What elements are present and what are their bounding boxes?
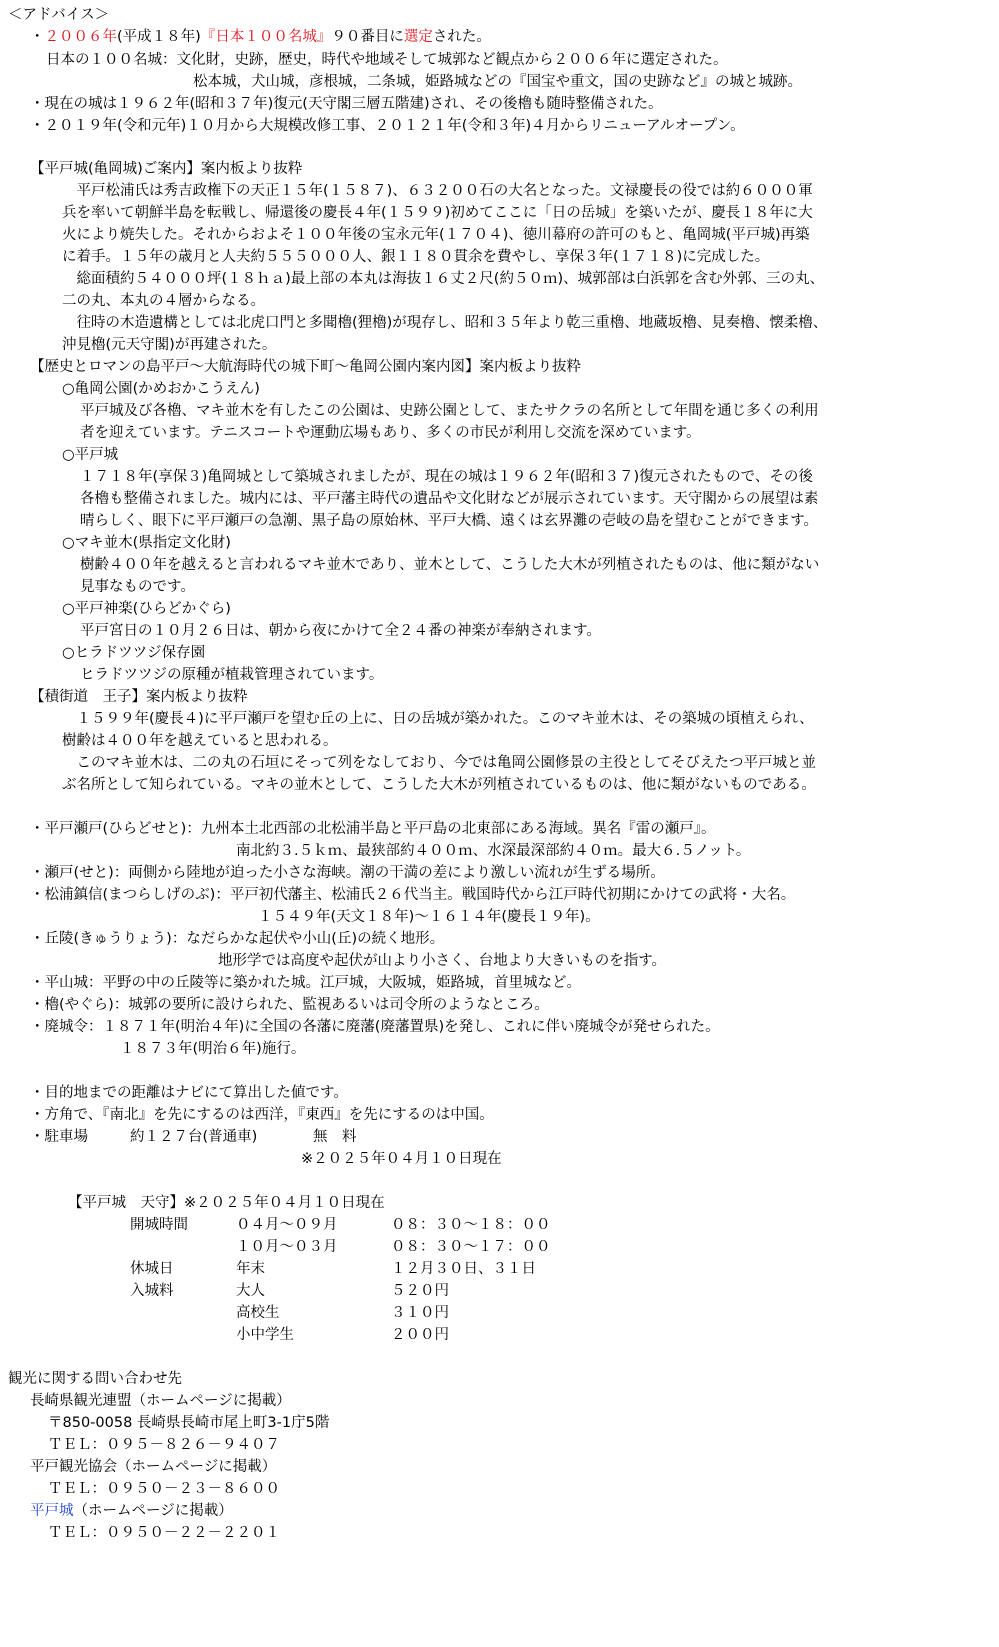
guide2-line: 平戸城及び各櫓、マキ並木を有したこの公園は、史跡公園として、またサクラの名所として年間を通じ多くの利用	[80, 403, 819, 419]
guide2-line: 見事なものです。	[80, 579, 195, 595]
guide1-line: 往時の木造遺構としては北虎口門と多聞櫓(狸櫓)が現存し、昭和３５年より乾三重櫓、地蔵坂櫓、見奏櫓、懐柔櫓、	[62, 315, 828, 331]
fee-who: 高校生	[236, 1305, 280, 1321]
glossary-item: ・瀬戸(せと)：両側から陸地が迫った小さな海峡。潮の干満の差により激しい流れが生ずる場所。	[30, 865, 665, 881]
guide2-heading: ○平戸城	[62, 447, 119, 463]
contact-org3-tel: ＴＥＬ：０９５０－２２－２２０１	[48, 1525, 280, 1541]
advice-line-1: ・２００６年(平成１８年)『日本１００名城』９０番目に選定された。	[30, 29, 491, 45]
glossary-item: ・平戸瀬戸(ひらどせと)：九州本土北西部の北松浦半島と平戸島の北東部にある海域。異名『雷の瀬戸』。	[30, 821, 716, 837]
glossary-item: ・丘陵(きゅうりょう)：なだらかな起伏や小山(丘)の続く地形。	[30, 931, 445, 947]
contact-org2-tel: ＴＥＬ：０９５０－２３－８６００	[48, 1481, 280, 1497]
guide1-line: に着手。１５年の歳月と人夫約５５５０００人、銀１１８０貫余を費やし、享保３年(１７１８)に完成した。	[62, 249, 770, 265]
closed-label: 休城日	[130, 1261, 174, 1277]
closed-term: 年末	[236, 1261, 265, 1277]
contact-org1-tel: ＴＥＬ：０９５－８２６－９４０７	[48, 1437, 280, 1453]
guide3-title: 【積街道 王子】案内板より抜粋	[30, 689, 248, 705]
guide2-heading: ○平戸神楽(ひらどかぐら)	[62, 601, 231, 617]
parking-label: ・駐車場	[30, 1129, 88, 1145]
contact-org1: 長崎県観光連盟（ホームページに掲載）	[30, 1393, 291, 1409]
guide2-line: ヒラドツツジの原種が植栽管理されています。	[80, 667, 384, 683]
guide3-line: １５９９年(慶長４)に平戸瀬戸を望む丘の上に、日の岳城が築かれた。このマキ並木は、その築城の頃植えられ、	[62, 711, 814, 727]
guide1-line: 総面積約５４０００坪(１８ｈａ)最上部の本丸は海抜１６丈２尺(約５０ｍ)、城郭部は白浜郭を含む外郭、三の丸、	[62, 271, 825, 287]
guide2-line: 晴らしく、眼下に平戸瀬戸の急潮、黒子島の原始林、平戸大橋、遠くは玄界灘の壱岐の島を望むことができます。	[80, 513, 819, 529]
tenshu-title: 【平戸城 天守】※２０２５年０４月１０日現在	[68, 1195, 385, 1211]
guide2-heading: ○マキ並木(県指定文化財)	[62, 535, 231, 551]
advice-line-5: ・２０１９年(令和元年)１０月から大規模改修工事、２０１２１年(令和３年)４月からリニューアルオープン。	[30, 118, 745, 134]
glossary-item: ・廃城令：１８７１年(明治４年)に全国の各藩に廃藩(廃藩置県)を発し、これに伴い廃城令が発せられた。	[30, 1019, 720, 1035]
guide3-line: 樹齢は４００年を越えていると思われる。	[62, 733, 338, 749]
guide1-line: 沖見櫓(元天守閣)が再建された。	[62, 337, 277, 353]
glossary-item: 地形学では高度や起伏が山より小さく、台地より大きいものを指す。	[218, 953, 667, 969]
guide3-line: ぶ名所として知られている。マキの並木として、こうした大木が列植されているものは、他に類がないものである。	[62, 777, 816, 793]
fee-who: 小中学生	[236, 1327, 294, 1343]
hours-time: ０８：３０～１８：００	[391, 1217, 551, 1233]
closed-dates: １２月３０日、３１日	[391, 1261, 536, 1277]
advice-line-2: 日本の１００名城：文化財，史跡，歴史，時代や地域そして城郭など観点から２００６年に選定された。	[46, 52, 728, 68]
advice-header: ＜アドバイス＞	[8, 7, 110, 23]
advice-line-4: ・現在の城は１９６２年(昭和３７年)復元(天守閣三層五階建)され、その後櫓も随時整備された。	[30, 96, 663, 112]
guide1-line: 兵を率いて朝鮮半島を転戦し、帰還後の慶長４年(１５９９)初めてここに「日の岳城」を築いたが、慶長１８年に大	[62, 205, 813, 221]
guide1-title: 【平戸城(亀岡城)ご案内】案内板より抜粋	[30, 161, 303, 177]
contact-header: 観光に関する問い合わせ先	[8, 1371, 182, 1387]
glossary-item: 南北約３.５ｋｍ、最狭部約４００ｍ、水深最深部約４０ｍ。最大６.５ノット。	[236, 843, 751, 859]
guide3-line: このマキ並木は、二の丸の石垣にそって列をなしており、今では亀岡公園修景の主役としてそびえたつ平戸城と並	[62, 755, 816, 771]
hirado-castle-link[interactable]: 平戸城	[30, 1503, 74, 1519]
hours-period: ０４月～０９月	[236, 1217, 338, 1233]
fee-who: 大人	[236, 1283, 265, 1299]
glossary-item: ・平山城：平野の中の丘陵等に築かれた城。江戸城，大阪城，姫路城，首里城など。	[30, 975, 581, 991]
guide2-line: １７１８年(享保３)亀岡城として築城されましたが、現在の城は１９６２年(昭和３７)復元されたもので、その後	[80, 469, 813, 485]
guide2-line: 各櫓も整備されました。城内には、平戸藩主時代の遺品や文化財などが展示されています。天守閣からの展望は素	[80, 491, 819, 507]
contact-org2: 平戸観光協会（ホームページに掲載）	[30, 1459, 277, 1475]
hours-label: 開城時間	[130, 1217, 188, 1233]
hours-period: １０月～０３月	[236, 1239, 338, 1255]
hours-time: ０８：３０～１７：００	[391, 1239, 551, 1255]
glossary-item: １５４９年(天文１８年)～１６１４年(慶長１９年)。	[258, 909, 600, 925]
parking-count: 約１２７台(普通車)	[130, 1129, 258, 1145]
guide2-heading: ○亀岡公園(かめおかこうえん)	[62, 381, 260, 397]
guide2-line: 平戸宮日の１０月２６日は、朝から夜にかけて全２４番の神楽が奉納されます。	[80, 623, 601, 639]
glossary-item: ・櫓(やぐら)：城郭の要所に設けられた、監視あるいは司令所のようなところ。	[30, 997, 549, 1013]
note-distance: ・目的地までの距離はナビにて算出した値です。	[30, 1085, 348, 1101]
contact-org1-address: 〒850-0058 長崎県長崎市尾上町3-1庁5階	[48, 1415, 330, 1431]
guide1-line: 火により焼失した。それからおよそ１００年後の宝永元年(１７０４)、徳川幕府の許可のもと、亀岡城(平戸城)再築	[62, 227, 810, 243]
fee-price: ２００円	[391, 1327, 449, 1343]
guide2-line: 樹齢４００年を越えると言われるマキ並木であり、並木として、こうした大木が列植されたものは、他に類がない	[80, 557, 820, 573]
guide2-line: 者を迎えています。テニスコートや運動広場もあり、多くの市民が利用し交流を深めています。	[80, 425, 701, 441]
advice-line-3: 松本城，犬山城，彦根城，二条城，姫路城などの『国宝や重文，国の史跡など』の城と城跡。	[193, 74, 802, 90]
parking-fee: 無 料	[313, 1129, 357, 1145]
fee-price: ５２０円	[391, 1283, 449, 1299]
guide1-line: 二の丸、本丸の４層からなる。	[62, 293, 265, 309]
parking-asof: ※２０２５年０４月１０日現在	[301, 1151, 502, 1167]
fee-label: 入城料	[130, 1283, 174, 1299]
guide2-heading: ○ヒラドツツジ保存園	[62, 645, 206, 661]
guide2-title: 【歴史とロマンの島平戸～大航海時代の城下町～亀岡公園内案内図】案内板より抜粋	[30, 359, 581, 375]
note-direction: ・方角で、『南北』を先にするのは西洋，『東西』を先にするのは中国。	[30, 1107, 494, 1123]
guide1-line: 平戸松浦氏は秀吉政権下の天正１５年(１５８７)、６３２００石の大名となった。文禄慶長の役では約６０００軍	[62, 183, 813, 199]
contact-org3: 平戸城（ホームページに掲載）	[30, 1503, 233, 1519]
glossary-item: ・松浦鎮信(まつらしげのぶ)：平戸初代藩主、松浦氏２６代当主。戦国時代から江戸時代初期にかけての武将・大名。	[30, 887, 796, 903]
fee-price: ３１０円	[391, 1305, 449, 1321]
glossary-item: １８７３年(明治６年)施行。	[120, 1041, 306, 1057]
